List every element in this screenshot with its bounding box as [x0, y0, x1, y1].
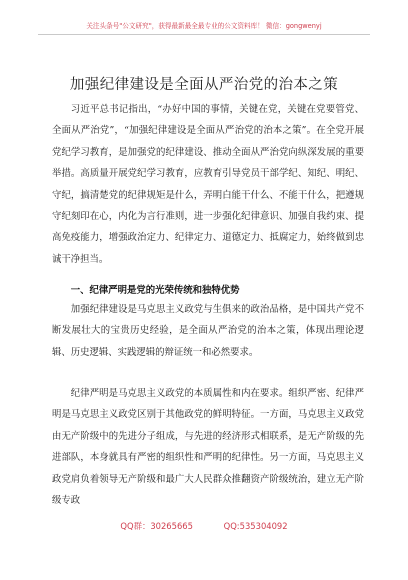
header-divider	[38, 34, 370, 35]
paragraph: 习近平总书记指出，“办好中国的事情，关键在党，关键在党要管党、全面从严治党”，“加强纪律建设是全面从严治党的治本之策”。在全党开展党纪学习教育，是加强党的纪律建设、推动全面从严治党向纵深发展的重要举措。高质量开展党纪学习教育，应教育引导党员干部学纪、知纪、明纪、守纪，搞清楚党的纪律规矩是什么，弄明白能干什么、不能干什么，把遵规守纪刻印在心，内化为言行准则，进一步强化纪律意识、加强自我约束、提高免疫能力，增强政治定力、纪律定力、道德定力、抵腐定力，始终做到忠诚干净担当。	[52, 104, 364, 265]
paragraph: 纪律严明是马克思主义政党的本质属性和内在要求。组织严密、纪律严明是马克思主义政党区别于其他政党的鲜明特征。一方面，马克思主义政党由无产阶级中的先进分子组成，与先进的经济形式相联系，是无产阶级的先进部队，本身就具有严密的组织性和严明的纪律性。另一方面，马克思主义政党肩负着领导无产阶级和最广大人民群众推翻资产阶级统治，建立无产阶级专政	[52, 388, 364, 507]
qq-group-text: QQ群：30265665	[120, 521, 193, 531]
qq-text: QQ:535304092	[223, 521, 288, 531]
footer-contact	[0, 520, 408, 532]
intro-paragraph-block	[52, 99, 364, 270]
section-heading: 一、纪律严明是党的光荣传统和独特优势	[70, 285, 240, 296]
header-banner: 关注头条号"公文研究"，获得最新最全最专业的公文资料库！ 微信：gongwenyj	[86, 22, 322, 30]
paragraph: 加强纪律建设是马克思主义政党与生俱来的政治品格，是中国共产党不断发展壮大的宝贵历史经验，是全面从严治党的治本之策，体现出理论逻辑、历史逻辑、实践逻辑的辩证统一和必然要求。	[52, 304, 364, 358]
section-paragraph-block	[52, 299, 364, 363]
section-paragraph-block	[52, 383, 364, 511]
document-title: 加强纪律建设是全面从严治党的治本之策	[69, 77, 339, 93]
